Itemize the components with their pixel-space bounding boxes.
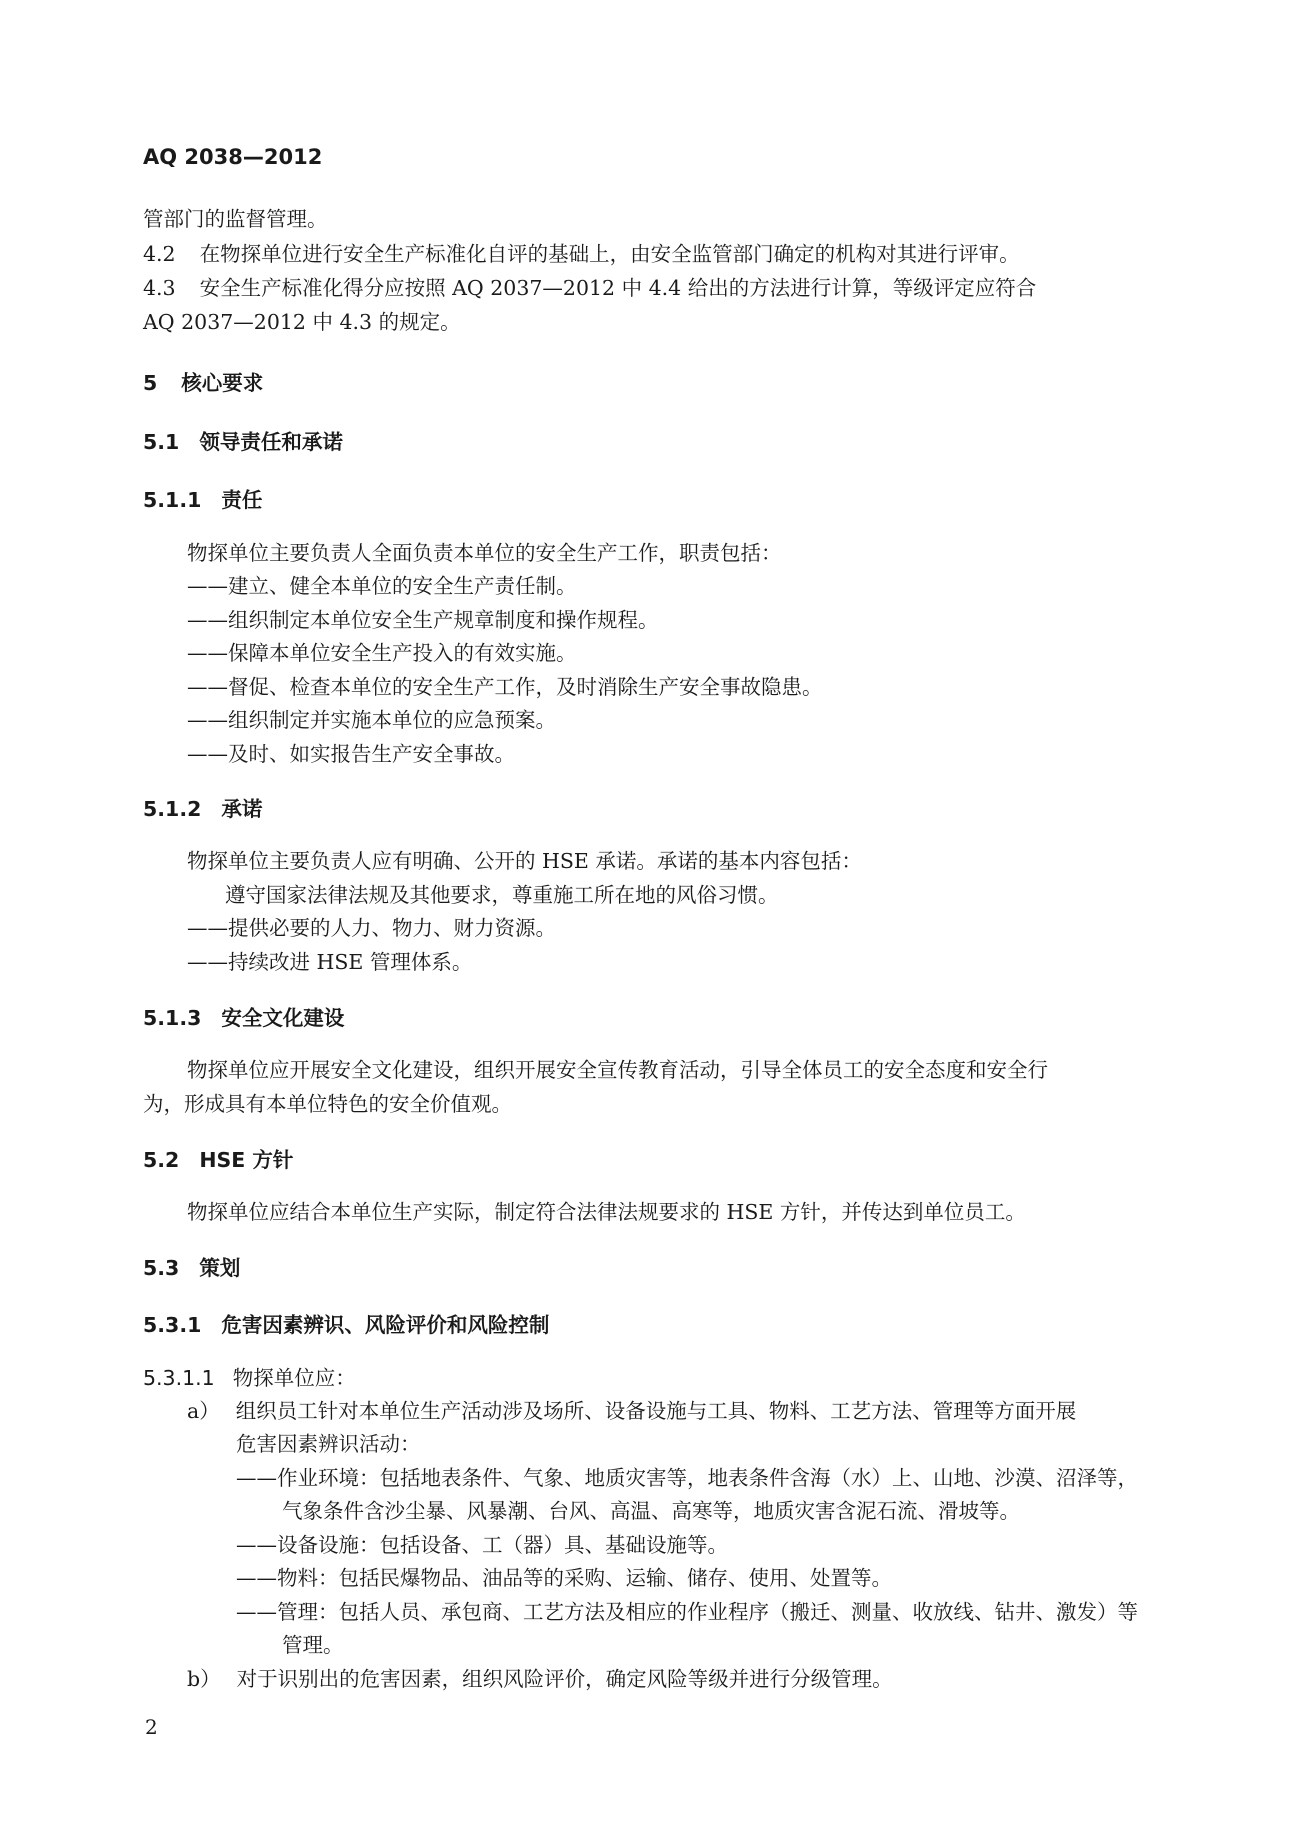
- list-item: ——提供必要的人力、物力、财力资源。: [187, 916, 556, 940]
- heading-number: 5.3: [143, 1256, 180, 1280]
- clause-5-3-1-1: [143, 1363, 356, 1393]
- heading-5-1-2: [143, 794, 262, 824]
- heading-number: 5.1.1: [143, 488, 202, 512]
- heading-number: 5.1: [143, 430, 180, 454]
- list-item: ——物料：包括民爆物品、油品等的采购、运输、储存、使用、处置等。: [236, 1566, 892, 1590]
- item-label: a）: [187, 1399, 220, 1423]
- paragraph-line: AQ 2037—2012 中 4.3 的规定。: [143, 310, 461, 334]
- heading-number: 5: [143, 371, 158, 395]
- paragraph-line: 为，形成具有本单位特色的安全价值观。: [143, 1092, 512, 1116]
- clause-text: 安全生产标准化得分应按照 AQ 2037—2012 中 4.4 给出的方法进行计算，等级评定应符合: [199, 276, 1037, 300]
- clause-4-2: [143, 239, 1020, 269]
- heading-5-3: [143, 1253, 240, 1283]
- heading-text: 领导责任和承诺: [199, 430, 343, 454]
- clause-number: 4.3: [143, 276, 176, 300]
- list-item: ——设备设施：包括设备、工（器）具、基础设施等。: [236, 1533, 728, 1557]
- clause-number: 4.2: [143, 242, 176, 266]
- item-text: 对于识别出的危害因素，组织风险评价，确定风险等级并进行分级管理。: [236, 1667, 893, 1691]
- clause-number: 5.3.1.1: [143, 1366, 215, 1390]
- paragraph-line: 危害因素辨识活动：: [236, 1432, 421, 1456]
- list-item: ——组织制定本单位安全生产规章制度和操作规程。: [187, 608, 659, 632]
- list-item-a: [187, 1396, 1076, 1426]
- heading-number: 5.1.3: [143, 1006, 202, 1030]
- list-item: ——督促、检查本单位的安全生产工作，及时消除生产安全事故隐患。: [187, 675, 823, 699]
- heading-text: 安全文化建设: [221, 1006, 345, 1030]
- clause-text: 物探单位应：: [232, 1366, 356, 1390]
- paragraph-line: 物探单位主要负责人全面负责本单位的安全生产工作，职责包括：: [187, 541, 782, 565]
- list-item: ——组织制定并实施本单位的应急预案。: [187, 708, 556, 732]
- paragraph-line: 物探单位应结合本单位生产实际，制定符合法律法规要求的 HSE 方针，并传达到单位员工。: [187, 1200, 1026, 1224]
- paragraph-line: 物探单位主要负责人应有明确、公开的 HSE 承诺。承诺的基本内容包括：: [187, 849, 862, 873]
- paragraph-line: 管理。: [282, 1633, 344, 1657]
- heading-text: 策划: [199, 1256, 241, 1280]
- clause-4-3: [143, 273, 1165, 303]
- heading-number: 5.1.2: [143, 797, 202, 821]
- heading-text: 承诺: [221, 797, 263, 821]
- item-text: 组织员工针对本单位生产活动涉及场所、设备设施与工具、物料、工艺方法、管理等方面开展: [235, 1399, 1077, 1423]
- item-label: b）: [187, 1667, 221, 1691]
- list-item: ——建立、健全本单位的安全生产责任制。: [187, 574, 577, 598]
- paragraph-line: 气象条件含沙尘暴、风暴潮、台风、高温、高寒等，地质灾害含泥石流、滑坡等。: [282, 1499, 1020, 1523]
- heading-5-1-1: [143, 485, 262, 515]
- list-item-b: [187, 1664, 893, 1694]
- heading-text: HSE 方针: [199, 1148, 294, 1172]
- list-item: ——管理：包括人员、承包商、工艺方法及相应的作业程序（搬迁、测量、收放线、钻井、激发）等: [236, 1600, 1138, 1624]
- paragraph-line: 物探单位应开展安全文化建设，组织开展安全宣传教育活动，引导全体员工的安全态度和安全行: [187, 1058, 1048, 1082]
- heading-5-3-1: [143, 1310, 549, 1340]
- heading-5-1: [143, 427, 343, 457]
- paragraph-line: 管部门的监督管理。: [143, 207, 328, 231]
- list-item: 遵守国家法律法规及其他要求，尊重施工所在地的风俗习惯。: [225, 883, 779, 907]
- heading-number: 5.2: [143, 1148, 180, 1172]
- list-item: ——持续改进 HSE 管理体系。: [187, 950, 473, 974]
- heading-5-1-3: [143, 1003, 344, 1033]
- heading-5: [143, 368, 263, 398]
- list-item: ——及时、如实报告生产安全事故。: [187, 742, 515, 766]
- list-item: ——保障本单位安全生产投入的有效实施。: [187, 641, 577, 665]
- heading-5-2: [143, 1145, 293, 1175]
- page-number: 2: [145, 1715, 158, 1739]
- document-code: AQ 2038—2012: [143, 145, 323, 169]
- heading-number: 5.3.1: [143, 1313, 202, 1337]
- heading-text: 核心要求: [181, 371, 264, 395]
- heading-text: 责任: [221, 488, 263, 512]
- heading-text: 危害因素辨识、风险评价和风险控制: [221, 1313, 550, 1337]
- list-item: ——作业环境：包括地表条件、气象、地质灾害等，地表条件含海（水）上、山地、沙漠、沼泽等，: [236, 1466, 1138, 1490]
- clause-text: 在物探单位进行安全生产标准化自评的基础上，由安全监管部门确定的机构对其进行评审。: [199, 242, 1020, 266]
